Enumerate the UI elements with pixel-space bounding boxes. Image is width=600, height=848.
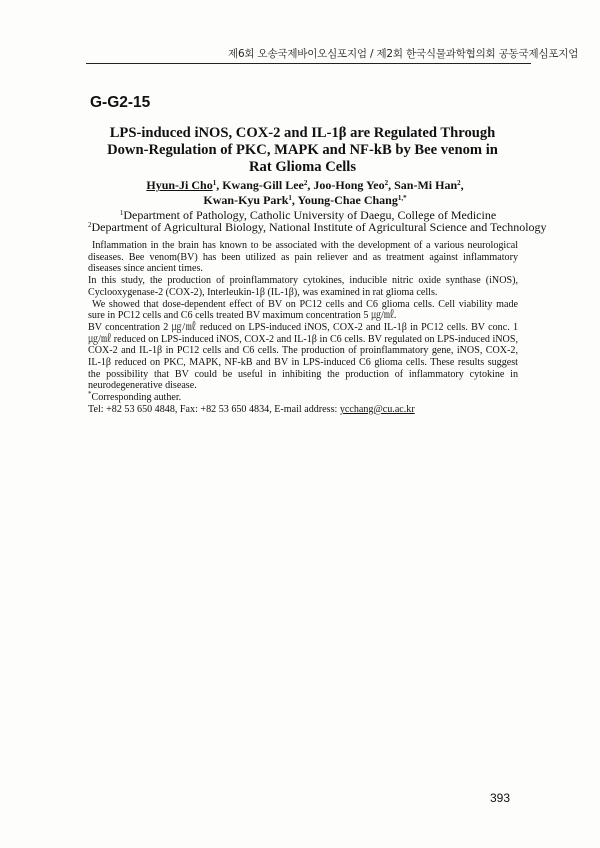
author-affiliation-mark: 1 [288, 193, 292, 202]
corresponding-note [88, 392, 518, 404]
author-name: San-Mi Han [394, 178, 458, 192]
affiliation-text: Department of Agricultural Biology, National Institute of Agricultural Science and Technology [91, 220, 547, 234]
paper-title: LPS-induced iNOS, COX-2 and IL-1β are Regulated Through Down-Regulation of PKC, MAPK and NF-kB by Bee venom in Rat Glioma Cells [107, 125, 498, 176]
affiliation-number: 2 [88, 221, 92, 229]
author-affiliation-mark: 2 [457, 179, 461, 187]
email-link[interactable]: ycchang@cu.ac.kr [339, 403, 415, 415]
running-header: 제6회 오송국제바이오심포지엄 / 제2회 한국식물과학협의회 공동국제심포지엄 [228, 48, 579, 60]
affiliation-text: Department of Pathology, Catholic University of Daegu, College of Medicine [123, 208, 497, 222]
abstract-paragraph: Inflammation in the brain has known to be associated with the development of a various neurological diseases. Bee venom(BV) has been utilized as pain reliever and as treatment against inflammatory diseases since ancient times. [88, 240, 518, 275]
fax-value: +82 53 650 4834 [200, 403, 270, 415]
author-name: Hyun-Ji Cho [146, 178, 213, 192]
fax-label: Fax: [179, 403, 198, 415]
affiliation-2 [88, 220, 547, 234]
corresponding-mark: * [88, 390, 92, 399]
abstract-body [88, 240, 518, 416]
header-rule [86, 63, 531, 64]
author-name: Kwang-Gill Lee [222, 178, 304, 192]
author-name: Joo-Hong Yeo [313, 178, 385, 192]
corresponding-label: Corresponding auther. [91, 392, 182, 404]
author-affiliation-mark: 2 [303, 179, 308, 187]
abstract-code: G-G2-15 [90, 94, 151, 111]
author-affiliation-mark: 1 [212, 179, 217, 187]
author-affiliation-mark: 1,* [397, 193, 407, 202]
abstract-paragraph: In this study, the production of proinflammatory cytokines, inducible nitric oxide synthase (iNOS), Cyclooxygenase-2 (COX-2), Interleukin-1β (IL-1β), was examined in rat glioma cells. [88, 275, 518, 298]
page-number: 393 [490, 791, 511, 805]
author-list: Hyun-Ji Cho$^1$, Kwang-Gill Lee$^2$, Joo-Hong Yeo$^2$, San-Mi Han$^2$, Kwan-Kyu Park$^1$, Young-Chae Chang$^{1,*}$ [146, 178, 464, 207]
author-name: Kwan-Kyu Park [203, 192, 289, 207]
author-affiliation-mark: 2 [384, 179, 389, 187]
abstract-paragraph: BV concentration 2 ㎍/㎖ reduced on LPS-induced iNOS, COX-2 and IL-1β in PC12 cells. BV conc. 1 ㎍/㎖ reduced on LPS-induced iNOS, COX-2 and IL-1β in C6 cells. BV regulated on LPS-induced iNOS, COX-2 and IL-1β in PC12 cells and C6 cells. The production of proinflammatory gene, iNOS, COX-2, IL-1β reduced on PKC, MAPK, NF-kB and BV in LPS-induced C6 glioma cells. These results suggest the possibility that BV could be useful in inhibiting the production of inflammatory cytokine in neurodegenerative disease. [88, 321, 518, 392]
affiliation-number: 1 [119, 209, 124, 217]
abstract-paragraph: We showed that dose-dependent effect of BV on PC12 cells and C6 glioma cells. Cell viability made sure in PC12 cells and C6 cells treated BV maximum concentration 5 ㎍/㎖. [88, 298, 518, 322]
contact-line: Tel: +82 53 650 4848, Fax: +82 53 650 4834, E-mail address: ycchang@cu.ac.kr [88, 403, 415, 415]
author-name: Young-Chae Chang [297, 192, 398, 207]
tel-label: Tel: [88, 403, 104, 415]
email-label: E-mail address: [274, 403, 338, 415]
tel-value: +82 53 650 4848 [106, 403, 175, 415]
